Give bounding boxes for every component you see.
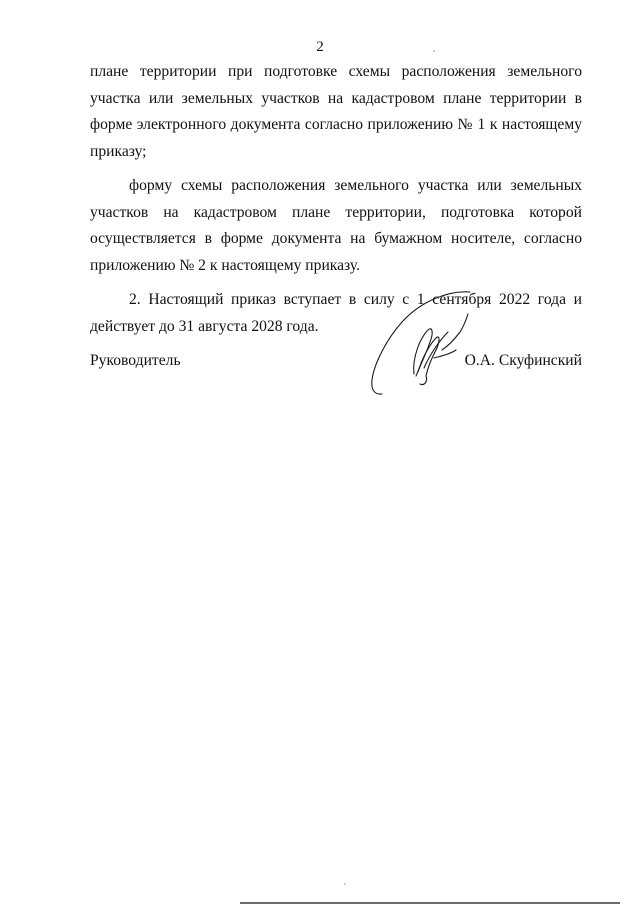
- signatory-position: Руководитель: [90, 352, 181, 369]
- signature-block: [90, 348, 582, 374]
- document-body: [90, 59, 582, 340]
- scan-speck: [344, 883, 346, 885]
- paragraph-effective-date: 2. Настоящий приказ вступает в силу с 1 сентября 2022 года и действует до 31 августа 2028 года.: [90, 291, 582, 335]
- handwritten-signature: [368, 288, 488, 403]
- signatory-name: О.А. Скуфинский: [464, 352, 582, 369]
- scan-speck: [433, 50, 435, 52]
- paragraph-continuation: плане территории при подготовке схемы расположения земельного участка или земельных участков на кадастровом плане территории в форме электронного документа согласно приложению № 1 к настоящему приказу;: [90, 63, 582, 160]
- page-number: 2: [316, 39, 324, 55]
- paragraph-form-paper: форму схемы расположения земельного участка или земельных участков на кадастровом плане территории, подготовка которой осуществляется в форме документа на бумажном носителе, согласно приложению № 2 к настоящему приказу.: [90, 177, 582, 274]
- scan-edge-line: [240, 902, 620, 904]
